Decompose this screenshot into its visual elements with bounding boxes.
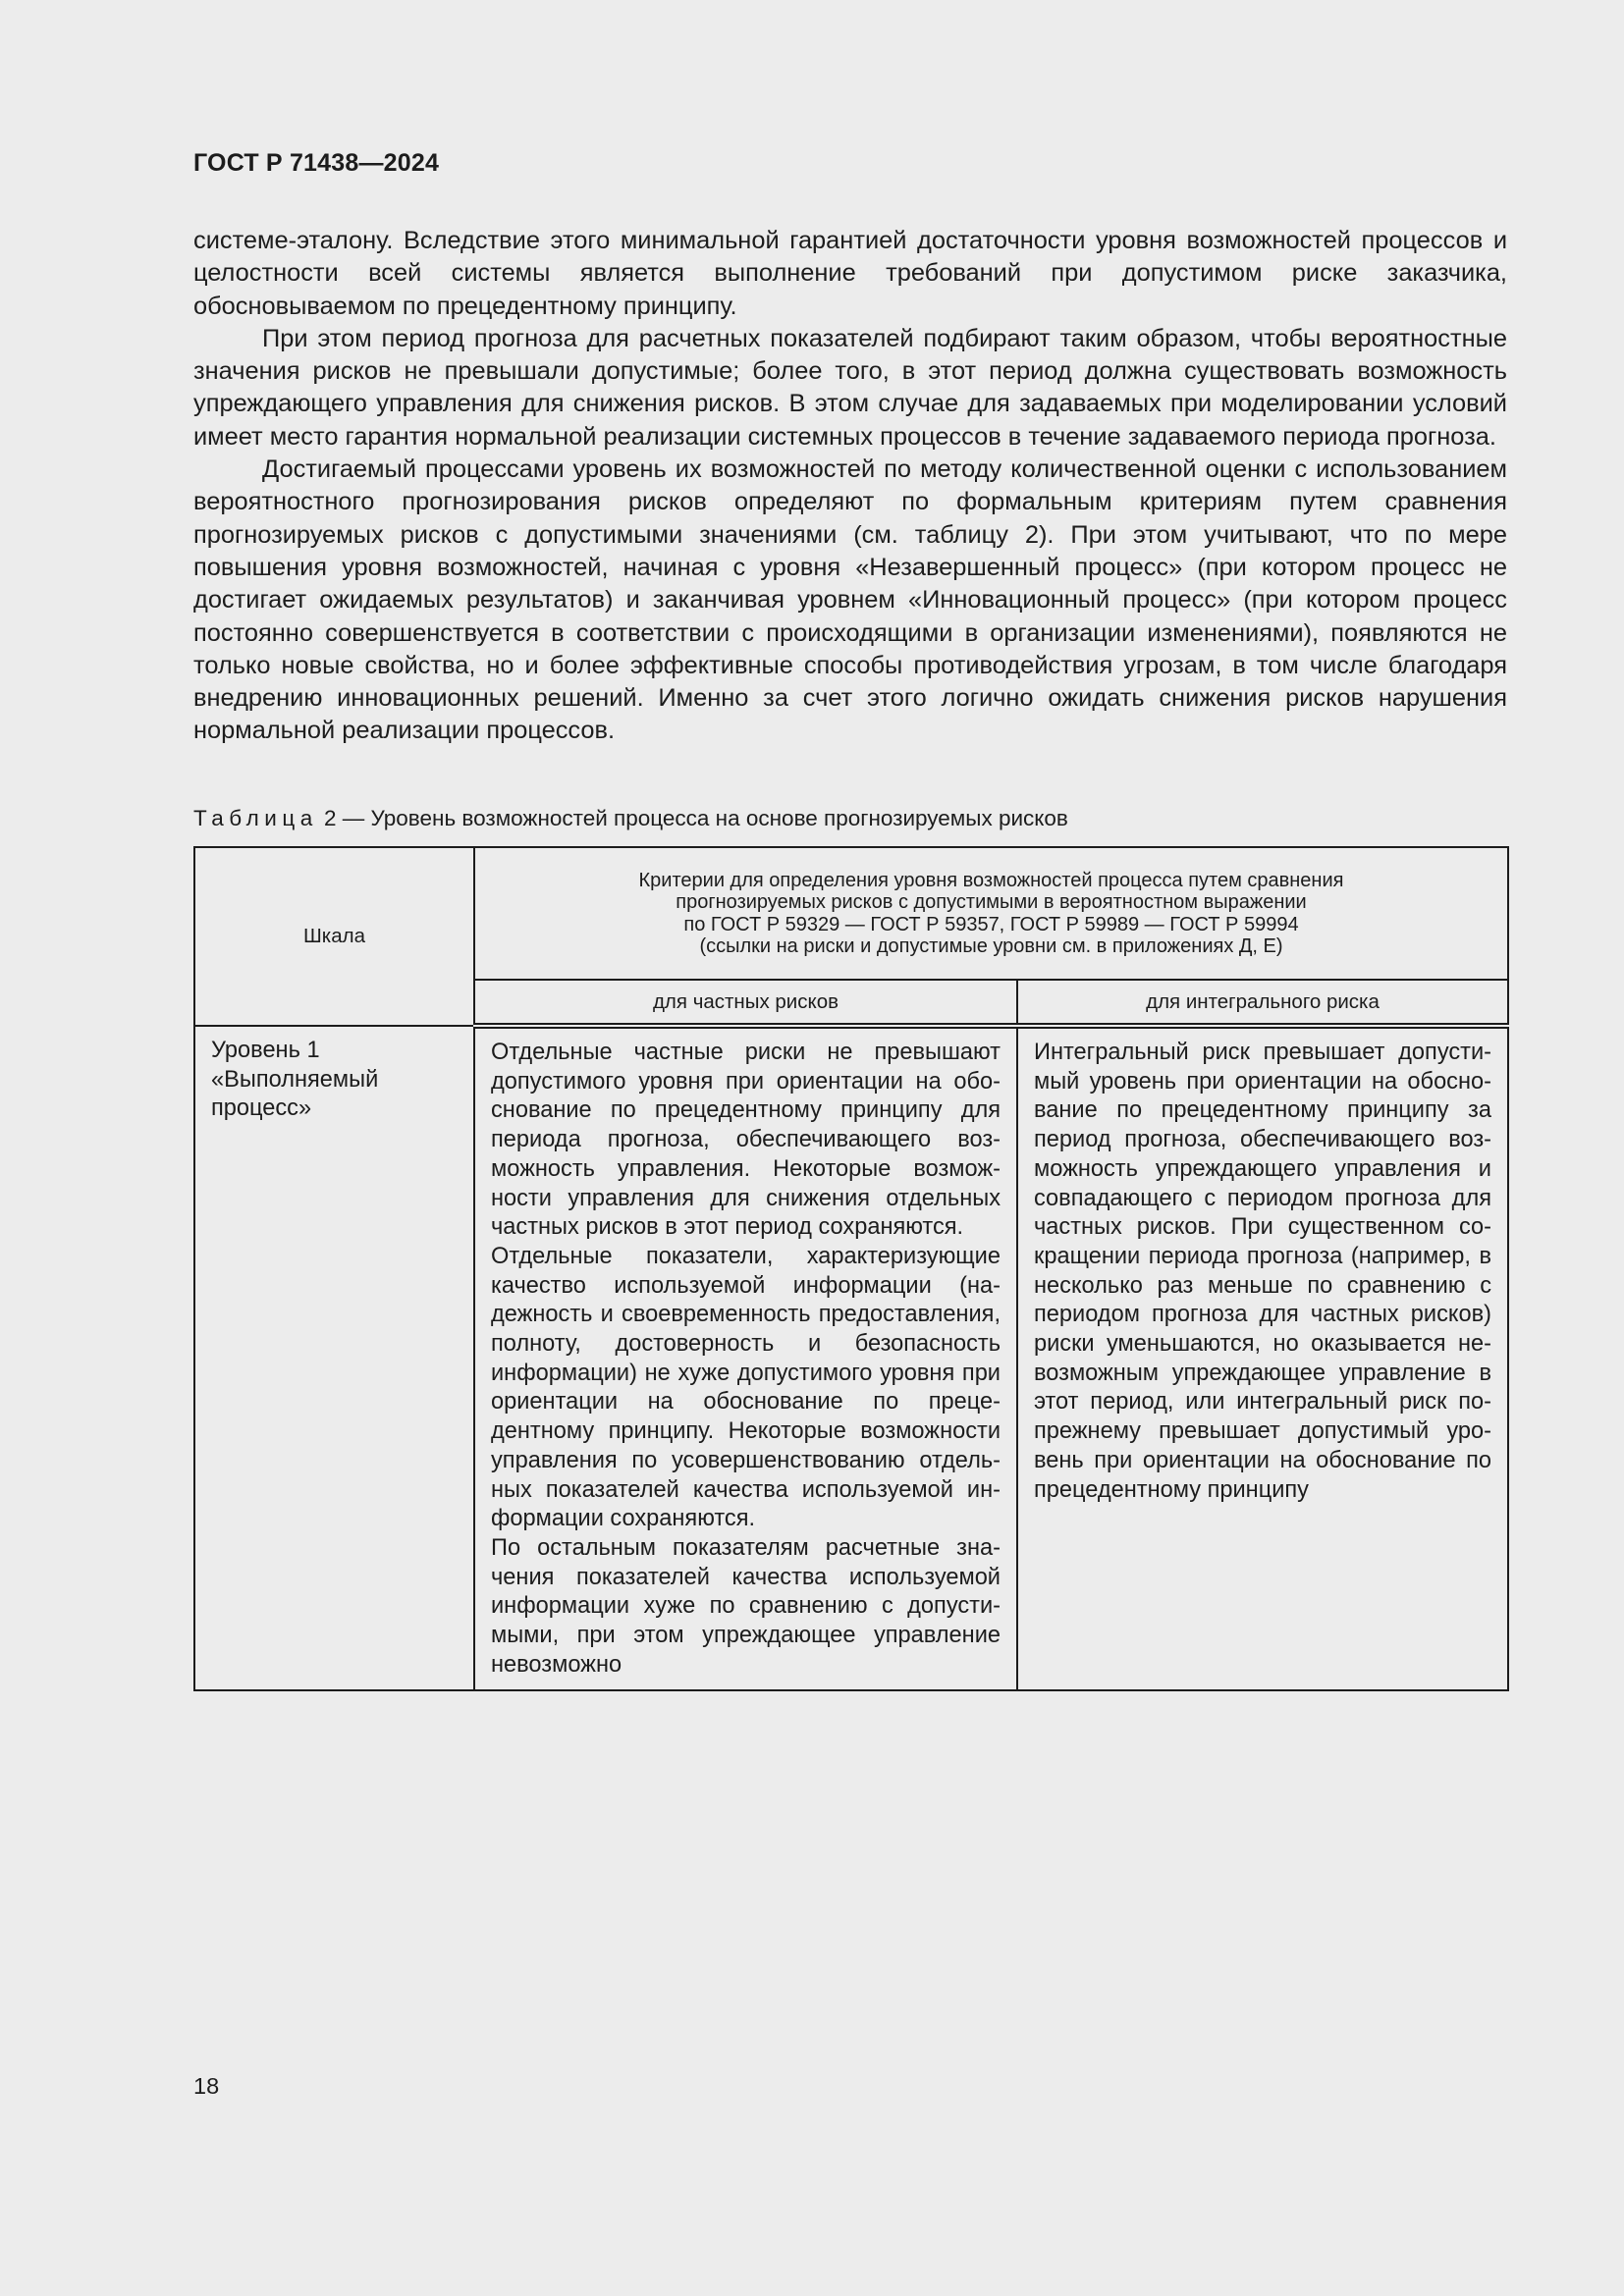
paragraph-1: системе-эталону. Вследствие этого минимальной гарантией достаточности уровня возможностей процессов и целостности всей системы является выполнение требований при допустимом риске заказчика, обосновываемом по прецедентному принципу. [193,227,1507,320]
partial-risks-paragraph: Отдельные частные риски не превышают допустимого уровня при ориентации на обоснование по прецедентному принципу для периода прогноза, обеспечивающего возможность управления. Некоторые возможности управления для снижения отдельных частных рисков в этот период сохраняются. [491,1040,1001,1241]
criteria-line: (ссылки на риски и допустимые уровни см. в приложениях Д, Е) [699,935,1283,957]
header-scale-cell: Шкала [194,847,474,1026]
partial-risks-paragraph: Отдельные показатели, характеризующие качество используемой информации (надежность и своевременность предоставления, полноту, достоверность и безопасность информации) не хуже допустимого уровня при ориентации на обоснование по прецедентному принципу. Некоторые возможности управления по усовершенствованию отдельных показателей качества используемой информации сохраняются. [491,1243,1001,1532]
document-code: ГОСТ Р 71438—2024 [193,149,440,177]
table-row [194,1026,1508,1690]
level-scale-cell: Уровень 1 «Выполняемый процесс» [194,1026,474,1690]
table-caption-text: 2 — Уровень возможностей процесса на основе прогнозируемых рисков [317,806,1068,830]
body-text [193,225,1507,748]
header-integral-risk: для интегрального риска [1017,980,1508,1026]
header-partial-risks: для частных рисков [474,980,1017,1026]
criteria-line: прогнозируемых рисков с допустимыми в вероятностном выражении [676,891,1307,913]
table-header-row [194,847,1508,980]
table-caption-label: Таблица [193,806,318,830]
page-number: 18 [193,2073,220,2099]
partial-risks-paragraph: По остальным показателям расчетные значения показателей качества используемой информации хуже по сравнению с допустимыми, при этом упреждающее управление невозможно [491,1534,1001,1678]
paragraph-2: При этом период прогноза для расчетных показателей подбирают таким образом, чтобы вероятностные значения рисков не превышали допустимые; более того, в этот период должна существовать возможность упреждающего управления для снижения рисков. В этом случае для задаваемых при моделировании условий имеет место гарантия нормальной реализации системных процессов в течение задаваемого периода прогноза. [193,324,1507,451]
criteria-line: Критерии для определения уровня возможностей процесса путем сравнения [638,869,1344,891]
capability-level-table [193,846,1509,1691]
partial-risks-cell [474,1026,1017,1690]
integral-risk-cell: Интегральный риск превышает допустимый уровень при ориентации на обоснование по прецедентному принципу за период прогноза, обеспечивающего возможность упреждающего управления и совпадающего с периодом прогноза для частных рисков. При существенном сокращении периода прогноза (например, в несколько раз меньше по сравнению с периодом прогноза для частных рисков) риски уменьшаются, но оказывается невозможным упреждающее управление в этот период, или интегральный риск по-прежнему превышает допустимый уровень при ориентации на обоснование по прецедентному принципу [1017,1026,1508,1690]
criteria-line: по ГОСТ Р 59329 — ГОСТ Р 59357, ГОСТ Р 59989 — ГОСТ Р 59994 [683,913,1299,935]
paragraph-3: Достигаемый процессами уровень их возможностей по методу количественной оценки с использованием вероятностного прогнозирования рисков определяют по формальным критериям путем сравнения прогнозируемых рисков с допустимыми значениями (см. таблицу 2). При этом учитывают, что по мере повышения уровня возможностей, начиная с уровня «Незавершенный процесс» (при котором процесс не достигает ожидаемых результатов) и заканчивая уровнем «Инновационный процесс» (при котором процесс постоянно совершенствуется в соответствии с происходящими в организации изменениями), появляются не только новые свойства, но и более эффективные способы противодействия угрозам, в том числе благодаря внедрению инновационных решений. Именно за счет этого логично ожидать снижения рисков нарушения нормальной реализации процессов. [193,455,1507,745]
header-criteria-cell [474,847,1508,980]
table-caption [193,804,1068,833]
